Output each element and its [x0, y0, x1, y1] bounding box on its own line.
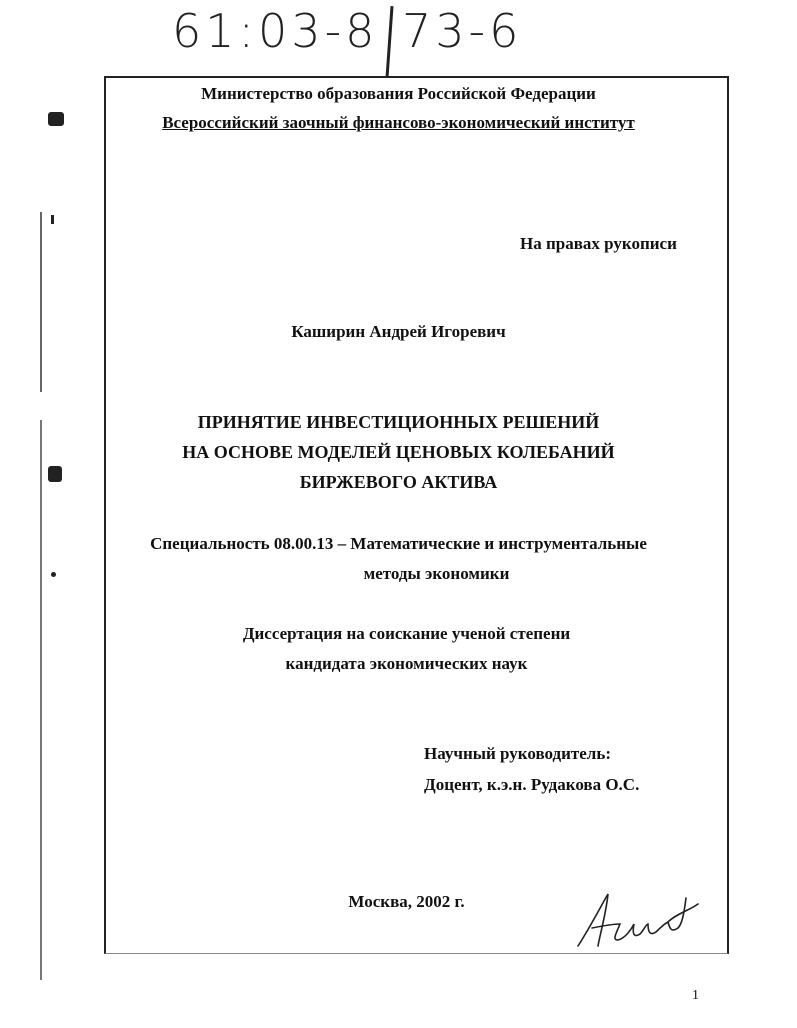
supervisor-name: Доцент, к.э.н. Рудакова О.С.	[424, 775, 640, 794]
specialty-line: Специальность 08.00.13 – Математические и инструментальные	[150, 534, 647, 553]
specialty-line: методы экономики	[363, 564, 510, 583]
scan-mark	[51, 215, 54, 224]
author-name: Каширин Андрей Игоревич	[291, 322, 506, 341]
dissertation-line: кандидата экономических наук	[285, 654, 528, 673]
archive-code-left: 61:03-8	[172, 4, 379, 58]
page-frame	[104, 76, 729, 954]
archive-code-right: 73-6	[402, 4, 523, 58]
supervisor-label: Научный руководитель:	[424, 744, 611, 763]
manuscript-rights: На правах рукописи	[520, 234, 677, 253]
page-number: 1	[692, 988, 699, 1003]
dissertation-line: Диссертация на соискание ученой степени	[242, 624, 571, 643]
place-year: Москва, 2002 г.	[348, 892, 465, 911]
title-line: НА ОСНОВЕ МОДЕЛЕЙ ЦЕНОВЫХ КОЛЕБАНИЙ	[182, 442, 615, 462]
signature	[572, 884, 702, 954]
institute-heading: Всероссийский заочный финансово-экономический институт	[162, 113, 635, 132]
archive-code-divider	[385, 6, 393, 78]
title-line: БИРЖЕВОГО АКТИВА	[299, 472, 498, 492]
scan-mark	[40, 212, 42, 392]
ministry-heading: Министерство образования Российской Федерации	[201, 84, 596, 103]
title-line: ПРИНЯТИЕ ИНВЕСТИЦИОННЫХ РЕШЕНИЙ	[197, 412, 600, 432]
